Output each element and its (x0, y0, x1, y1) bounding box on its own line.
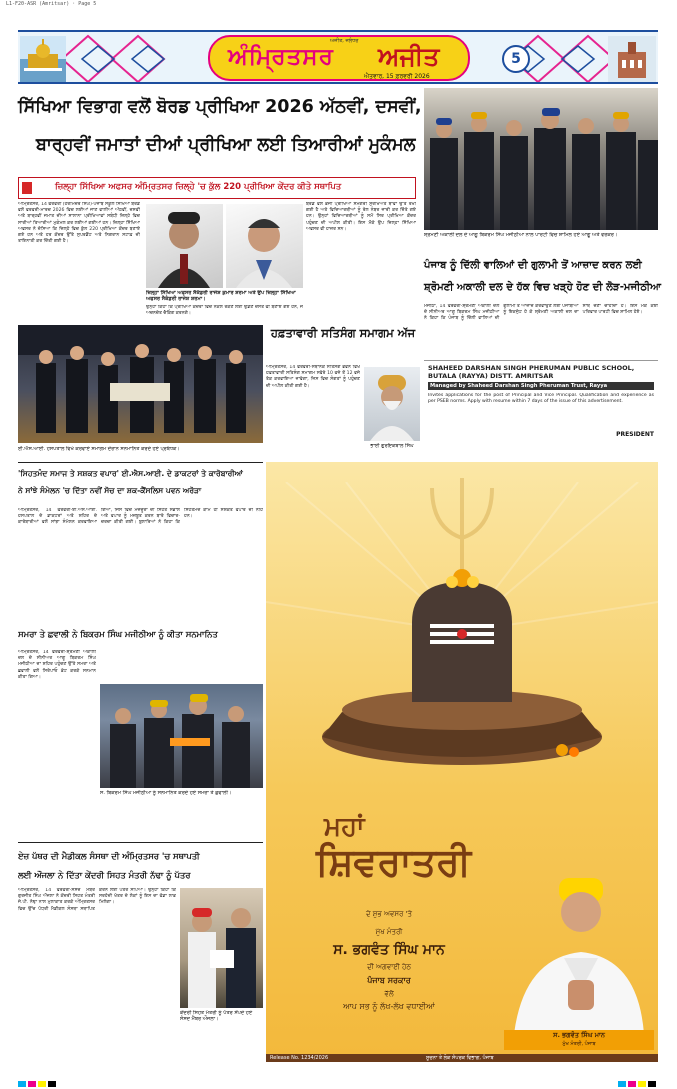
cm-photo-role: ਮੁੱਖ ਮੰਤਰੀ, ਪੰਜਾਬ (562, 1041, 596, 1047)
school-ad (424, 360, 658, 464)
shivratri-ad (266, 462, 658, 1054)
medical-headline-line2: ਨੇ ਸਾਂਝੇ ਸੰਮੇਲਨ 'ਚ ਦਿੱਤਾ ਨਵੀਂ ਸੋਚ ਦਾ ਸ਼ਕ-ਕੈਂਸਲਿਸ ਪਵਨ ਅਰੋੜਾ (18, 486, 202, 495)
majithia-headline-line1: ਪੰਜਾਬ ਨੂੰ ਦਿੱਲੀ ਵਾਲਿਆਂ ਦੀ ਗੁਲਾਮੀ ਤੋਂ ਆਜ਼ਾਦ ਕਰਨ ਲਈ (424, 260, 642, 271)
lead-photo-officer-1 (146, 204, 223, 288)
from-line: ਵੱਲੋਂ (384, 990, 394, 998)
letter-headline (18, 846, 263, 884)
release-no: Release No. 1234/2026 (270, 1055, 329, 1061)
medical-headline-line1: 'ਸਿਹਤਮੰਦ ਸਮਾਜ ਤੇ ਸਸ਼ਕਤ ਵਪਾਰ' ਈ.ਐਸ.ਆਈ. ਦੇ ਡਾਕਟਰਾਂ ਤੇ ਕਾਰੋਬਾਰੀਆਂ (18, 469, 243, 478)
medical-body: ਅੰਮ੍ਰਿਤਸਰ, 14 ਫਰਵਰੀ-ਈ.ਐਸ.ਆਈ. ਹਸਪਤਾਲ ਦੇ ਡਾਕਟਰਾਂ ਅਤੇ ਸ਼ਹਿਰ ਦੇ ਕਾਰੋਬਾਰੀਆਂ ਵਲੋਂ ਸਾਂਝਾ ਸੰਮੇਲਨ ਕਰਵਾਇਆ ਗਿਆ, ਜਿਸ ਵਿਚ ਮਜ਼ਦੂਰਾਂ ਦੀ ਸਿਹਤ ਸੰਭਾਲ ਅਤੇ ਵਪਾਰ ਨੂੰ ਮਜ਼ਬੂਤ ਕਰਨ ਬਾਰੇ ਵਿਚਾਰ-ਚਰਚਾ ਕੀਤੀ ਗਈ। ਬੁਲਾਰਿਆਂ ਨੇ ਕਿਹਾ ਕਿ ਸਿਹਤਮੰਦ ਕਾਮੇ ਹੀ ਸਸ਼ਕਤ ਵਪਾਰ ਦੀ ਨੀਂਹ ਹਨ। (18, 508, 263, 526)
registration-strip (18, 1072, 658, 1078)
majithia-body: ਮਜੀਠਾ, 14 ਫਰਵਰੀ-ਸ਼੍ਰੋਮਣੀ ਅਕਾਲੀ ਦਲ ਦੇ ਸੀਨੀਅਰ ਆਗੂ ਬਿਕਰਮ ਸਿੰਘ ਮਜੀਠੀਆ ਨੇ ਕਿਹਾ ਕਿ ਪੰਜਾਬ ਨੂੰ ਦਿੱਲੀ ਵਾਲਿਆਂ ਦੀ ਗੁਲਾਮੀ ਤੋਂ ਆਜ਼ਾਦ ਕਰਵਾਉਣ ਲਈ ਪੰਜਾਬੀਆਂ ਨੂੰ ਇਕਜੁੱਟ ਹੋ ਕੇ ਸ਼੍ਰੋਮਣੀ ਅਕਾਲੀ ਦਲ ਦਾ ਸਾਥ ਦੇਣਾ ਚਾਹੀਦਾ ਹੈ। ਇਸ ਮੌਕੇ ਕਈ ਪਰਿਵਾਰ ਪਾਰਟੀ ਵਿਚ ਸ਼ਾਮਿਲ ਹੋਏ। (424, 304, 658, 322)
shivratri-title-2: ਸ਼ਿਵਰਾਤਰੀ (316, 840, 472, 884)
page-number: 5 (502, 45, 530, 73)
lead-headline (18, 88, 422, 164)
dept-name: ਸੂਚਨਾ ਤੇ ਲੋਕ ਸੰਪਰਕ ਵਿਭਾਗ, ਪੰਜਾਬ (426, 1055, 494, 1061)
cm-label: ਮੁੱਖ ਮੰਤਰੀ (375, 928, 403, 936)
edition-tag: ਅਜੀਤ, ਜਲੰਧਰ (330, 38, 359, 44)
honour-photo (100, 684, 263, 788)
divider (18, 462, 263, 463)
section-name: ਅੰਮ੍ਰਿਤਸਰ (228, 44, 334, 70)
wishes-line: ਆਪ ਸਭ ਨੂੰ ਲੱਖ-ਲੱਖ ਵਧਾਈਆਂ (343, 1002, 435, 1011)
divider (18, 842, 263, 843)
ad-greeting (274, 908, 504, 1014)
letter-headline-line2: ਲਈ ਔਜਲਾ ਨੇ ਦਿੱਤਾ ਕੇਂਦਰੀ ਸਿਹਤ ਮੰਤਰੀ ਨੱਢਾ ਨੂੰ ਪੱਤਰ (18, 870, 191, 880)
honour-headline: ਸਮਰਾ ਤੇ ਛਵਾਲੀ ਨੇ ਬਿਕਰਮ ਸਿੰਘ ਮਜੀਠੀਆ ਨੂੰ ਕੀਤਾ ਸਨਮਾਨਿਤ (18, 629, 218, 639)
lead-subhead (18, 177, 416, 199)
shivratri-title-1: ਮਹਾਂ (324, 812, 365, 842)
majithia-photo-caption: ਸ਼੍ਰੋਮਣੀ ਅਕਾਲੀ ਦਲ ਦੇ ਆਗੂ ਬਿਕਰਮ ਸਿੰਘ ਮਜੀਠੀਆ ਨਾਲ ਪਾਰਟੀ ਵਿਚ ਸ਼ਾਮਿਲ ਹੋਏ ਆਗੂ ਅਤੇ ਵਰਕਰ। (424, 232, 618, 238)
print-slug: L1-F20-ASR (Amritsar) · Page 5 (6, 1, 97, 7)
letter-body: ਅੰਮ੍ਰਿਤਸਰ, 14 ਫਰਵਰੀ-ਸੰਸਦ ਮੈਂਬਰ ਗੁਰਜੀਤ ਸਿੰਘ ਔਜਲਾ ਨੇ ਕੇਂਦਰੀ ਸਿਹਤ ਮੰਤਰੀ ਜੇ.ਪੀ. ਨੱਢਾ ਨਾਲ ਮੁਲਾਕਾਤ ਕਰਕੇ ਅੰਮ੍ਰਿਤਸਰ ਵਿਚ ਉੱਚ ਪੱਧਰੀ ਮੈਡੀਕਲ ਸੰਸਥਾ ਸਥਾਪਿਤ ਕਰਨ ਲਈ ਪੱਤਰ ਸੌਂਪਿਆ। ਉਨ੍ਹਾਂ ਕਿਹਾ ਕਿ ਸਰਹੱਦੀ ਖੇਤਰ ਦੇ ਲੋਕਾਂ ਨੂੰ ਇਸ ਦਾ ਵੱਡਾ ਲਾਭ ਮਿਲੇਗਾ। (18, 888, 176, 912)
masthead (18, 30, 658, 84)
cm-photo-name: ਸ. ਭਗਵੰਤ ਸਿੰਘ ਮਾਨ (553, 1031, 605, 1039)
golden-temple-icon (20, 36, 66, 82)
shivratri-footer (266, 1054, 658, 1062)
school-president: PRESIDENT (616, 431, 654, 438)
cm-portrait (504, 862, 654, 1034)
lead-headline-line2: ਬਾਰ੍ਹਵੀਂ ਜਮਾਤਾਂ ਦੀਆਂ ਪ੍ਰੀਖਿਆ ਲਈ ਤਿਆਰੀਆਂ ਮੁਕੰਮਲ (36, 135, 416, 155)
heritage-building-icon (608, 36, 656, 82)
cm-name: ਸ. ਭਗਵੰਤ ਸਿੰਘ ਮਾਨ (333, 942, 445, 958)
satsang-body: ਅੰਮ੍ਰਿਤਸਰ, 14 ਫਰਵਰੀ-ਸਥਾਨਕ ਸਤਿਸੰਗ ਭਵਨ ਵਿਖੇ ਹਫ਼ਤਾਵਾਰੀ ਸਤਿਸੰਗ ਸਮਾਗਮ ਸਵੇਰੇ 10 ਵਜੇ ਤੋਂ 12 ਵਜੇ ਤੱਕ ਕਰਵਾਇਆ ਜਾਵੇਗਾ, ਜਿਸ ਵਿਚ ਸੰਗਤਾਂ ਨੂੰ ਪਹੁੰਚਣ ਦੀ ਅਪੀਲ ਕੀਤੀ ਗਈ ਹੈ। (266, 365, 360, 389)
stage-photo-caption: ਈ.ਐਸ.ਆਈ. ਹਸਪਤਾਲ ਵਿਖੇ ਕਰਵਾਏ ਸਮਾਗਮ ਦੌਰਾਨ ਸਨਮਾਨਿਤ ਕਰਦੇ ਹੋਏ ਪ੍ਰਬੰਧਕ। (18, 446, 180, 452)
lead-body-col3: ਬੋਰਡ ਵਲੋਂ ਭੇਜੀ ਪ੍ਰੀਖਿਆ ਸਮੱਗਰੀ ਸੁਰੱਖਿਅਤ ਥਾਵਾਂ ਉੱਤੇ ਰੱਖੀ ਗਈ ਹੈ ਅਤੇ ਵਿਦਿਆਰਥੀਆਂ ਨੂੰ ਰੋਲ ਨੰਬਰ ਜਾਰੀ ਕਰ ਦਿੱਤੇ ਗਏ ਹਨ। ਉਨ੍ਹਾਂ ਵਿਦਿਆਰਥੀਆਂ ਨੂੰ ਸਮੇਂ ਸਿਰ ਪ੍ਰੀਖਿਆ ਕੇਂਦਰ ਪਹੁੰਚਣ ਦੀ ਅਪੀਲ ਕੀਤੀ। ਇਸ ਮੌਕੇ ਉਪ ਜ਼ਿਲ੍ਹਾ ਸਿੱਖਿਆ ਅਫਸਰ ਵੀ ਹਾਜ਼ਰ ਸਨ। (306, 202, 416, 232)
date-line: ਐਤਵਾਰ, 15 ਫ਼ਰਵਰੀ 2026 (364, 73, 430, 80)
letter-photo-caption: ਕੇਂਦਰੀ ਸਿਹਤ ਮੰਤਰੀ ਨੂੰ ਪੱਤਰ ਸੌਂਪਦੇ ਹੋਏ ਸੰਸਦ ਮੈਂਬਰ ਔਜਲਾ। (180, 1010, 253, 1022)
lead-headline-line1: ਸਿੱਖਿਆ ਵਿਭਾਗ ਵਲੋਂ ਬੋਰਡ ਪ੍ਰੀਖਿਆ 2026 ਅੱਠਵੀਂ, ਦਸਵੀਂ, (18, 97, 422, 117)
lead-body-col2: ਉਨ੍ਹਾਂ ਕਿਹਾ ਕਿ ਪ੍ਰੀਖਿਆ ਕੇਂਦਰਾਂ ਵਿਚ ਨਕਲ ਰੋਕਣ ਲਈ ਉਡਣ ਦਸਤੇ ਵੀ ਬਣਾਏ ਗਏ ਹਨ, ਜੋ ਅਚਨਚੇਤ ਚੈਕਿੰਗ ਕਰਨਗੇ। (146, 305, 303, 317)
letter-photo (180, 888, 263, 1008)
majithia-group-photo (424, 88, 658, 230)
leadership-line: ਦੀ ਅਗਵਾਈ ਹੇਠ (367, 963, 411, 971)
majithia-headline (424, 254, 662, 298)
satsang-box (266, 325, 420, 461)
cm-name-plate (504, 1030, 654, 1050)
govt-line: ਪੰਜਾਬ ਸਰਕਾਰ (367, 976, 411, 985)
subhead-marker (22, 182, 32, 194)
lead-photo-officer-2 (226, 204, 303, 288)
masthead-nameplate (208, 35, 470, 81)
paper-name: ਅਜੀਤ (378, 42, 440, 71)
majithia-headline-line2: ਸ਼੍ਰੋਮਣੀ ਅਕਾਲੀ ਦਲ ਦੇ ਹੱਕ ਵਿਚ ਖੜ੍ਹੇ ਹੋਣ ਦੀ ਲੋੜ-ਮਜੀਠੀਆ (424, 282, 662, 293)
honour-photo-caption: ਸ. ਬਿਕਰਮ ਸਿੰਘ ਮਜੀਠੀਆ ਨੂੰ ਸਨਮਾਨਿਤ ਕਰਦੇ ਹੋਏ ਸਮਰਾ ਤੇ ਛਵਾਲੀ। (100, 790, 232, 796)
satsang-photo (364, 367, 420, 441)
honour-body: ਅੰਮ੍ਰਿਤਸਰ, 14 ਫਰਵਰੀ-ਸ਼੍ਰੋਮਣੀ ਅਕਾਲੀ ਦਲ ਦੇ ਸੀਨੀਅਰ ਆਗੂ ਬਿਕਰਮ ਸਿੰਘ ਮਜੀਠੀਆ ਦਾ ਸ਼ਹਿਰ ਪਹੁੰਚਣ ਉੱਤੇ ਸਮਰਾ ਅਤੇ ਛਵਾਲੀ ਵਲੋਂ ਸਿਰੋਪਾਓ ਭੇਟ ਕਰਕੇ ਸਨਮਾਨ ਕੀਤਾ ਗਿਆ। (18, 650, 96, 680)
satsang-photo-caption: ਭਾਈ ਗੁਰਇਕਬਾਲ ਸਿੰਘ (370, 443, 414, 449)
school-body: Invites applications for the post of Principal and Vice Principal. Qualification and experience as per PSEB norms. Apply with resume within 7 days of the issue of this advertisement. (428, 393, 654, 405)
satsang-title: ਹਫ਼ਤਾਵਾਰੀ ਸਤਿਸੰਗ ਸਮਾਗਮ ਅੱਜ (270, 326, 416, 340)
lead-body-col1: ਅੰਮ੍ਰਿਤਸਰ, 14 ਫਰਵਰੀ (ਹਰਮਿੰਦਰ ਸਿੰਘ)-ਪੰਜਾਬ ਸਕੂਲ ਸਿੱਖਿਆ ਬੋਰਡ ਵਲੋਂ ਫਰਵਰੀ-ਮਾਰਚ 2026 ਵਿਚ ਲਈਆਂ ਜਾਣ ਵਾਲੀਆਂ ਅੱਠਵੀਂ, ਦਸਵੀਂ ਅਤੇ ਬਾਰ੍ਹਵੀਂ ਜਮਾਤ ਦੀਆਂ ਸਾਲਾਨਾ ਪ੍ਰੀਖਿਆਵਾਂ ਸਬੰਧੀ ਜ਼ਿਲ੍ਹੇ ਵਿਚ ਸਾਰੀਆਂ ਤਿਆਰੀਆਂ ਮੁਕੰਮਲ ਕਰ ਲਈਆਂ ਗਈਆਂ ਹਨ। ਜ਼ਿਲ੍ਹਾ ਸਿੱਖਿਆ ਅਫਸਰ ਨੇ ਦੱਸਿਆ ਕਿ ਜ਼ਿਲ੍ਹੇ ਵਿਚ ਕੁੱਲ 220 ਪ੍ਰੀਖਿਆ ਕੇਂਦਰ ਬਣਾਏ ਗਏ ਹਨ ਅਤੇ ਹਰ ਕੇਂਦਰ ਉੱਤੇ ਸੁਪਰਡੈਂਟ ਅਤੇ ਨਿਗਰਾਨ ਸਟਾਫ਼ ਦੀ ਤਾਇਨਾਤੀ ਕਰ ਦਿੱਤੀ ਗਈ ਹੈ। (18, 202, 140, 245)
medical-headline (18, 466, 263, 500)
shivling-icon (312, 562, 612, 792)
stage-photo (18, 325, 263, 443)
letter-headline-line1: ਏਜ਼ ਪੱਥਰ ਦੀ ਮੈਡੀਕਲ ਸੰਸਥਾ ਦੀ ਅੰਮ੍ਰਿਤਸਰ 'ਚ ਸਥਾਪਤੀ (18, 851, 200, 861)
greeting-line: ਦੇ ਸ਼ੁਭ ਅਵਸਰ 'ਤੇ (365, 910, 413, 918)
school-managed-by: Managed by Shaheed Darshan Singh Pheruman Trust, Rayya (428, 382, 654, 390)
school-name: SHAHEED DARSHAN SINGH PHERUMAN PUBLIC SCHOOL, BUTALA (RAYYA) DISTT. AMRITSAR (428, 364, 635, 380)
subhead-text: ਜ਼ਿਲ੍ਹਾ ਸਿੱਖਿਆ ਅਫਸਰ ਅੰਮ੍ਰਿਤਸਰ ਜ਼ਿਲ੍ਹੇ 'ਚ ਕੁੱਲ 220 ਪ੍ਰੀਖਿਆ ਕੇਂਦਰ ਕੀਤੇ ਸਥਾਪਿਤ (55, 182, 342, 192)
lead-photo-caption: ਜ਼ਿਲ੍ਹਾ ਸਿੱਖਿਆ ਅਫਸਰ ਸੈਕੰਡਰੀ ਰਾਜੇਸ਼ ਕੁਮਾਰ ਸ਼ਰਮਾ ਅਤੇ ਉਪ ਜ਼ਿਲ੍ਹਾ ਸਿੱਖਿਆ ਅਫਸਰ ਸੈਕੰਡਰੀ ਰਾਜੇਸ਼ ਸ਼ਰਮਾ। (146, 290, 296, 302)
